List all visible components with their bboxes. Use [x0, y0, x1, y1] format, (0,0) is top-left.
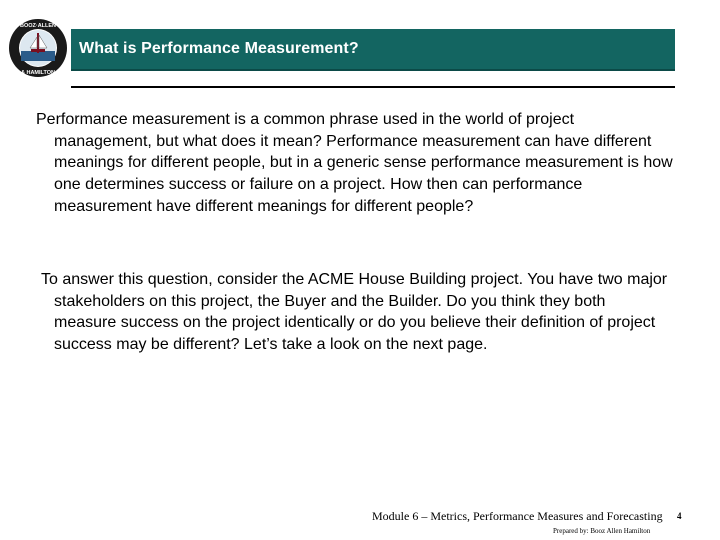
- title-bar: [71, 29, 675, 71]
- slide-title: What is Performance Measurement?: [79, 40, 359, 57]
- page-number: 4: [677, 511, 682, 521]
- title-divider: [71, 86, 675, 88]
- footer-prepared-by: Prepared by: Booz Allen Hamilton: [553, 527, 651, 535]
- booz-allen-hamilton-seal-icon: [8, 18, 68, 78]
- body-paragraph-1: Performance measurement is a common phrase used in the world of project management, but what does it mean? Performance measurement can have different meanings for different people, but in a generic sense performance measurement is how one determines success or failure on a project. How then can performance measurement have different meanings for different people?: [36, 111, 673, 215]
- svg-text:& HAMILTON: & HAMILTON: [20, 70, 56, 76]
- svg-text:BOOZ·ALLEN: BOOZ·ALLEN: [19, 23, 57, 29]
- footer-module-title: Module 6 – Metrics, Performance Measures and Forecasting: [372, 509, 663, 523]
- body-paragraph-2: To answer this question, consider the ACME House Building project. You have two major stakeholders on this project, the Buyer and the Builder. Do you think they both measure success on the project identically or do you believe their definition of project success may be different? Let’s take a look on the next page.: [41, 271, 668, 354]
